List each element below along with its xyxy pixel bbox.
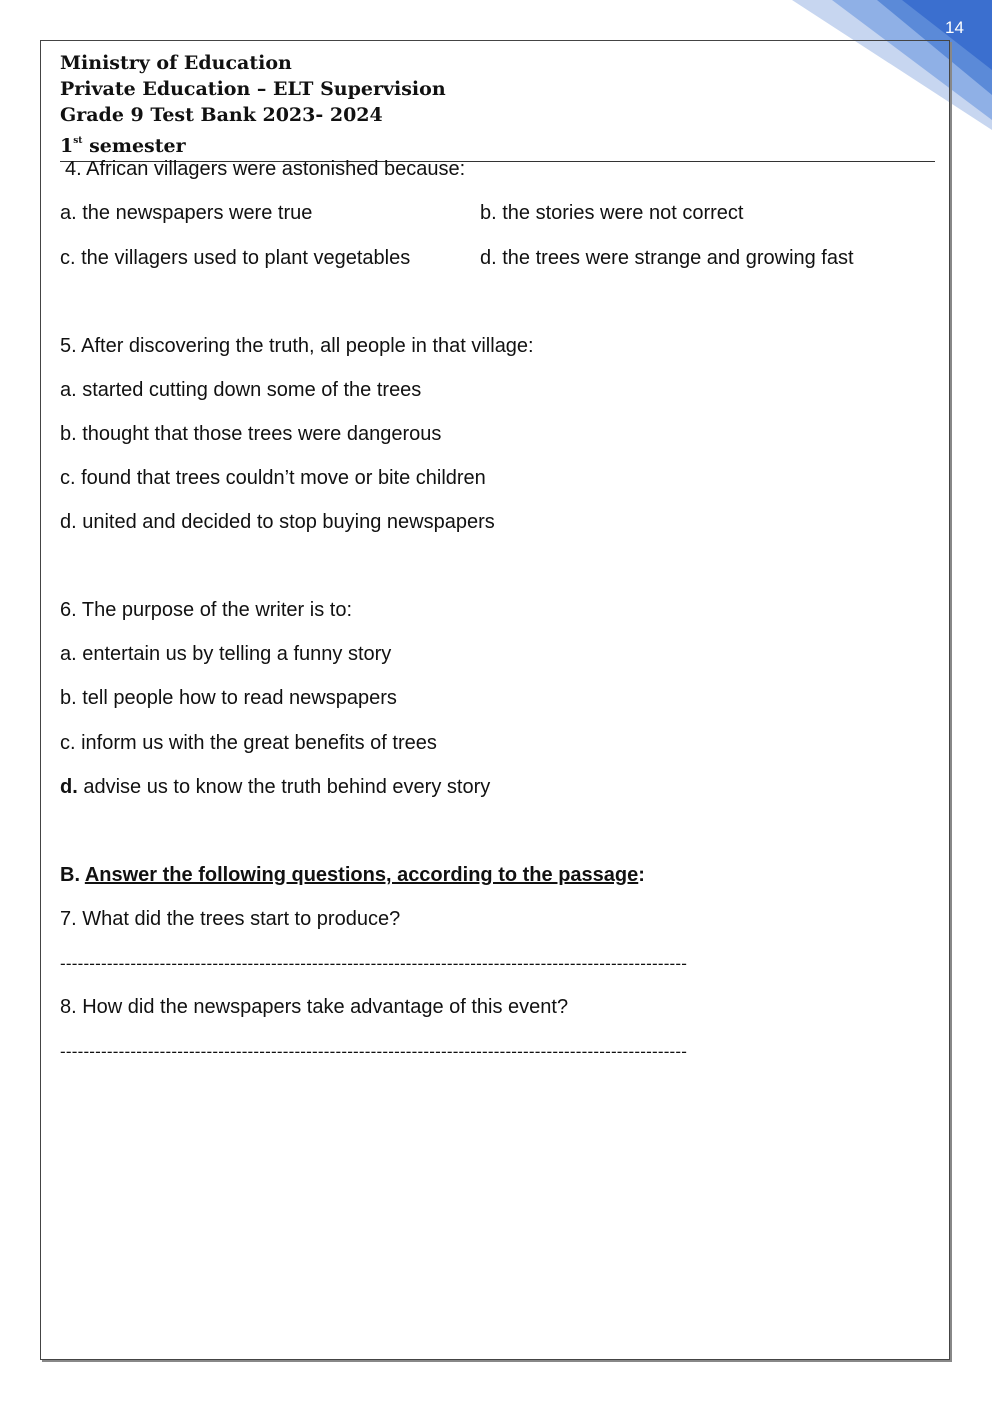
q4-question: 4. African villagers were astonished because: — [65, 158, 466, 180]
header-test-bank: Grade 9 Test Bank 2023- 2024 — [60, 104, 383, 126]
header-semester — [60, 128, 935, 159]
q8-answer-line: ----------------------------------------------------------------------------------------------------------- — [60, 1042, 688, 1061]
q7-answer-line: ----------------------------------------------------------------------------------------------------------- — [60, 954, 688, 973]
q5-option-d: d. united and decided to stop buying newspapers — [60, 511, 495, 533]
q5-option-b: b. thought that those trees were dangerous — [60, 423, 442, 445]
semester-suffix: st — [73, 136, 83, 146]
semester-label: semester — [82, 135, 186, 157]
q7-question: 7. What did the trees start to produce? — [60, 908, 401, 930]
q6-option-d-letter: d. — [60, 776, 78, 798]
q6-option-d-text: advise us to know the truth behind every story — [77, 776, 491, 798]
q4-option-a: a. the newspapers were true — [60, 202, 313, 224]
section-b-instruction: Answer the following questions, according to the passage — [84, 864, 639, 886]
q4-option-d: d. the trees were strange and growing fast — [480, 247, 854, 269]
section-b-heading — [60, 864, 645, 887]
header-department: Private Education – ELT Supervision — [60, 78, 446, 100]
semester-number: 1 — [60, 135, 74, 157]
q5-question: 5. After discovering the truth, all people in that village: — [60, 335, 534, 357]
q5-option-c: c. found that trees couldn’t move or bite children — [60, 467, 486, 489]
q6-option-d — [60, 776, 490, 799]
q6-option-c: c. inform us with the great benefits of trees — [60, 732, 437, 754]
q8-question: 8. How did the newspapers take advantage of this event? — [60, 996, 569, 1018]
q5-option-a: a. started cutting down some of the trees — [60, 379, 422, 401]
section-b-colon: : — [638, 864, 645, 886]
q6-option-b: b. tell people how to read newspapers — [60, 687, 397, 709]
q6-option-a: a. entertain us by telling a funny story — [60, 643, 392, 665]
q6-question: 6. The purpose of the writer is to: — [60, 599, 353, 621]
q4-option-b: b. the stories were not correct — [480, 202, 744, 224]
section-b-letter: B. — [60, 864, 85, 886]
header-ministry: Ministry of Education — [60, 52, 292, 74]
document-header — [60, 50, 935, 162]
page-number: 14 — [945, 18, 964, 37]
q4-option-c: c. the villagers used to plant vegetables — [60, 247, 411, 269]
